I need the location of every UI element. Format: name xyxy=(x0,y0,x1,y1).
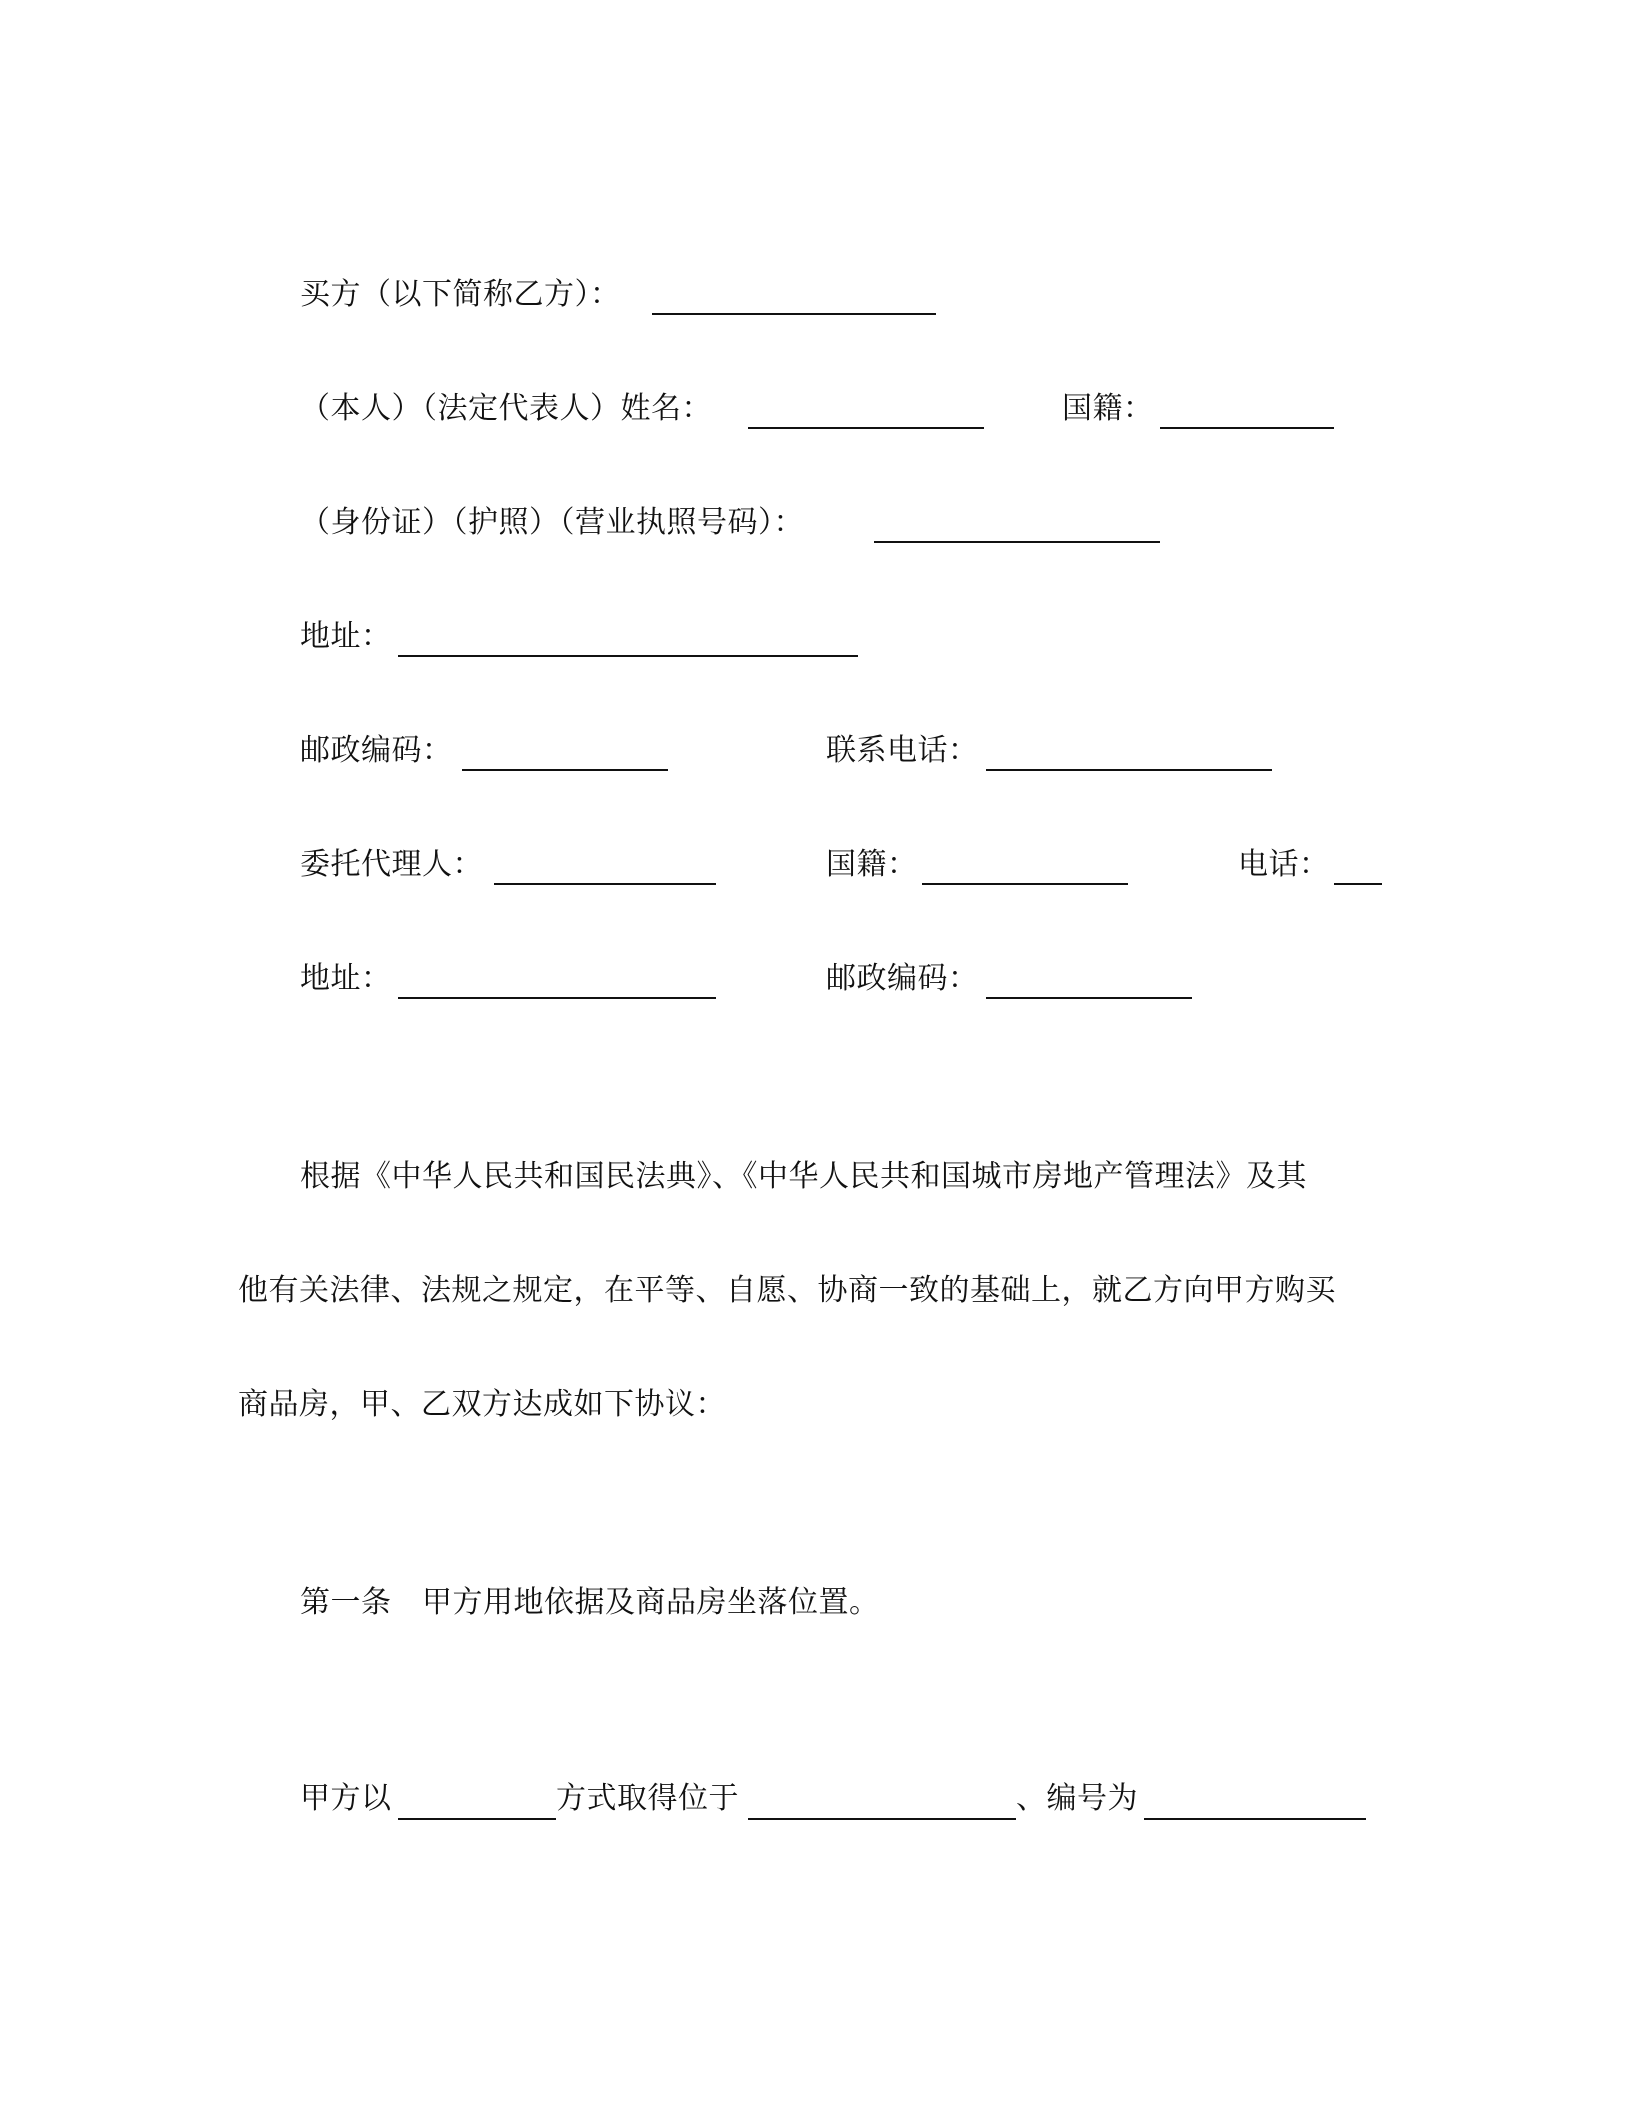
agent-name-blank[interactable] xyxy=(494,883,716,885)
buyer-label: 买方（以下简称乙方）： xyxy=(300,277,621,312)
article-1-text-c: 、编号为 xyxy=(1016,1781,1138,1816)
buyer-name-blank[interactable] xyxy=(652,313,936,315)
agent-address-label: 地址： xyxy=(300,961,392,996)
buyer-nationality-blank[interactable] xyxy=(1160,427,1334,429)
buyer-phone-blank[interactable] xyxy=(986,769,1272,771)
buyer-phone-label: 联系电话： xyxy=(826,733,979,768)
preamble-line-2: 他有关法律、法规之规定，在平等、自愿、协商一致的基础上，就乙方向甲方购买 xyxy=(238,1273,1336,1308)
preamble-line-1: 根据《中华人民共和国民法典》、《中华人民共和国城市房地产管理法》及其 xyxy=(300,1159,1307,1194)
id-number-label: （身份证）（护照）（营业执照号码）： xyxy=(300,505,804,540)
article-1-text-a: 甲方以 xyxy=(300,1781,392,1816)
agent-phone-blank[interactable] xyxy=(1334,883,1382,885)
rep-name-label: （本人）（法定代表人）姓名： xyxy=(300,391,712,426)
id-number-blank[interactable] xyxy=(874,541,1160,543)
preamble-line-3: 商品房，甲、乙双方达成如下协议： xyxy=(238,1387,726,1422)
buyer-postcode-blank[interactable] xyxy=(462,769,668,771)
buyer-nationality-label: 国籍： xyxy=(1062,391,1154,426)
agent-address-blank[interactable] xyxy=(398,997,716,999)
acquisition-method-blank[interactable] xyxy=(398,1818,556,1820)
agent-label: 委托代理人： xyxy=(300,847,483,882)
agent-nationality-blank[interactable] xyxy=(922,883,1128,885)
article-1-heading: 第一条 甲方用地依据及商品房坐落位置。 xyxy=(300,1585,880,1620)
buyer-address-blank[interactable] xyxy=(398,655,858,657)
rep-name-blank[interactable] xyxy=(748,427,984,429)
article-1-text-b: 方式取得位于 xyxy=(556,1781,739,1816)
agent-postcode-label: 邮政编码： xyxy=(826,961,979,996)
parcel-number-blank[interactable] xyxy=(1144,1818,1366,1820)
buyer-address-label: 地址： xyxy=(300,619,392,654)
agent-postcode-blank[interactable] xyxy=(986,997,1192,999)
agent-nationality-label: 国籍： xyxy=(826,847,918,882)
agent-phone-label: 电话： xyxy=(1238,847,1330,882)
buyer-postcode-label: 邮政编码： xyxy=(300,733,453,768)
land-location-blank[interactable] xyxy=(748,1818,1016,1820)
